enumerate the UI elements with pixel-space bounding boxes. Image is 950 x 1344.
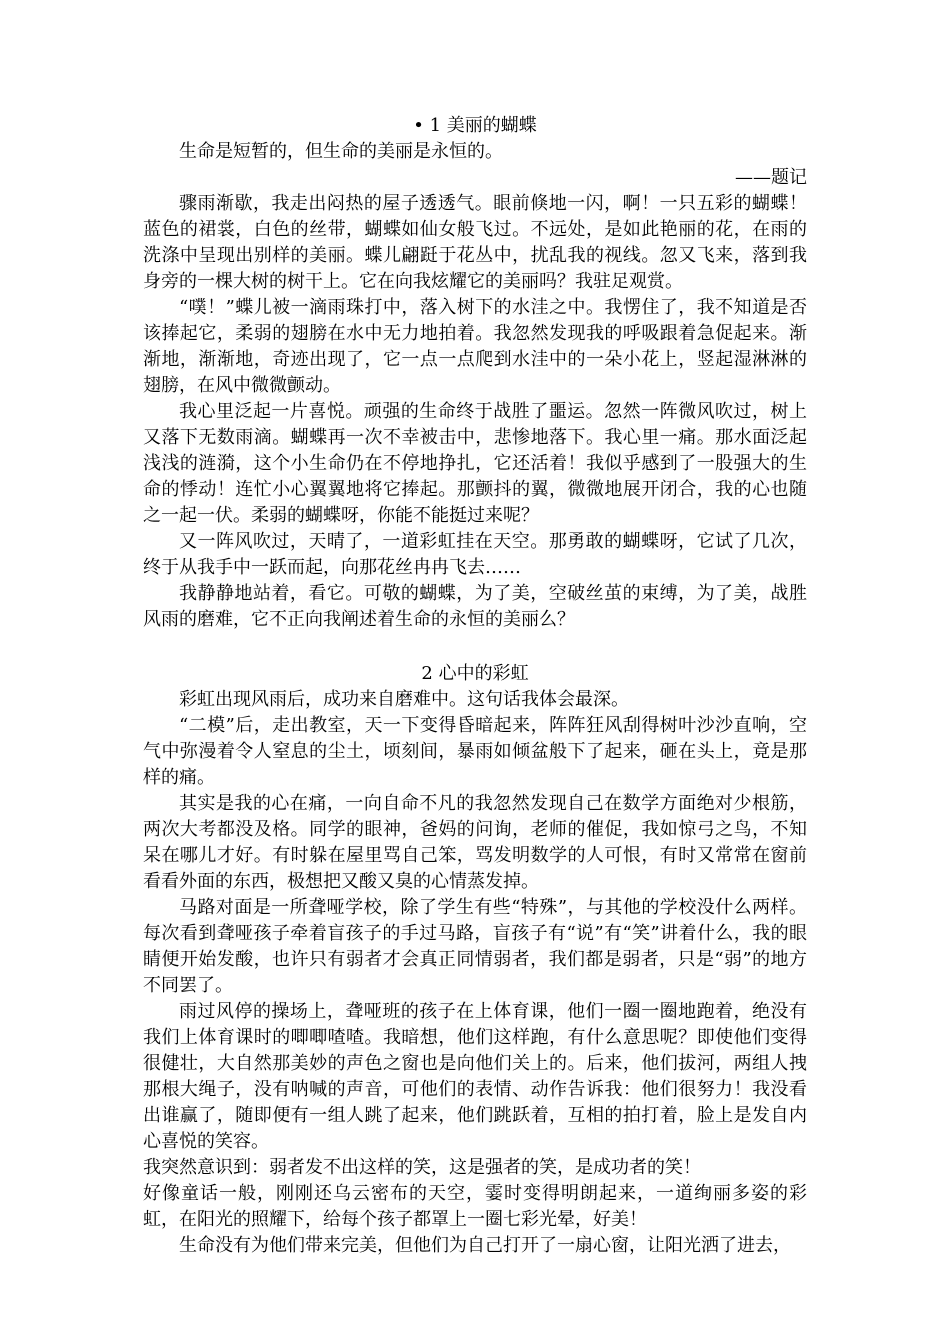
paragraph: 生命没有为他们带来完美，但他们为自己打开了一扇心窗，让阳光洒了进去， [179, 1235, 791, 1256]
paragraph: “噗！”蝶儿被一滴雨珠打中，落入树下的水洼之中。我愣住了，我不知道是否该捧起它，柔弱的翅膀在水中无力地拍着。我忽然发现我的呼吸跟着急促起来。渐渐地，渐渐地，奇迹出现了，它一点一点爬到水洼中的一朵小花上，竖起湿淋淋的翅膀，在风中微微颤动。 [143, 297, 807, 396]
epigraph: 生命是短暂的，但生命的美丽是永恒的。 [179, 141, 503, 162]
paragraph: 我静静地站着，看它。可敬的蝴蝶，为了美，空破丝茧的束缚，为了美，战胜风雨的磨难，它不正向我阐述着生命的永恒的美丽么？ [143, 583, 807, 630]
paragraph: 好像童话一般，刚刚还乌云密布的天空，霎时变得明朗起来，一道绚丽多姿的彩虹，在阳光的照耀下，给每个孩子都罩上一圈七彩光晕，好美！ [143, 1183, 807, 1230]
paragraph: 骤雨渐歇，我走出闷热的屋子透透气。眼前倏地一闪，啊！一只五彩的蝴蝶！蓝色的裙裳，白色的丝带，蝴蝶如仙女般飞过。不远处，是如此艳丽的花，在雨的洗涤中呈现出别样的美丽。蝶儿翩跹于花丛中，扰乱我的视线。忽又飞来，落到我身旁的一棵大树的树干上。它在向我炫耀它的美丽吗？我驻足观赏。 [143, 193, 807, 292]
epigraph-attribution: ——题记 [735, 167, 807, 188]
paragraph: “二模”后，走出教室，天一下变得昏暗起来，阵阵狂风刮得树叶沙沙直响，空气中弥漫着令人窒息的尘土，顷刻间，暴雨如倾盆般下了起来，砸在头上，竟是那样的痛。 [143, 715, 807, 788]
paragraph: 我心里泛起一片喜悦。顽强的生命终于战胜了噩运。忽然一阵微风吹过，树上又落下无数雨滴。蝴蝶再一次不幸被击中，悲惨地落下。我心里一痛。那水面泛起浅浅的涟漪，这个小生命仍在不停地挣扎，它还活着！我似乎感到了一股强大的生命的悸动！连忙小心翼翼地将它捧起。那颤抖的翼，微微地展开闭合，我的心也随之一起一伏。柔弱的蝴蝶呀，你能不能挺过来呢？ [143, 401, 807, 526]
paragraph: 彩虹出现风雨后，成功来自磨难中。这句话我体会最深。 [179, 689, 629, 710]
paragraph: 又一阵风吹过，天晴了，一道彩虹挂在天空。那勇敢的蝴蝶呀，它试了几次，终于从我手中一跃而起，向那花丝冉冉飞去…… [143, 531, 807, 578]
paragraph: 马路对面是一所聋哑学校，除了学生有些“特殊”，与其他的学校没什么两样。每次看到聋哑孩子牵着盲孩子的手过马路，盲孩子有“说”有“笑”讲着什么，我的眼睛便开始发酸，也许只有弱者才会真正同情弱者，我们都是弱者，只是“弱”的地方不同罢了。 [143, 897, 807, 996]
section-spacer [143, 633, 807, 661]
section-1-title: • 1 美丽的蝴蝶 [413, 115, 537, 136]
paragraph: 其实是我的心在痛，一向自命不凡的我忽然发现自己在数学方面绝对少根筋，两次大考都没及格。同学的眼神，爸妈的问询，老师的催促，我如惊弓之鸟，不知呆在哪儿才好。有时躲在屋里骂自己笨，骂发明数学的人可恨，有时又常常在窗前看看外面的东西，极想把又酸又臭的心情蒸发掉。 [143, 793, 807, 892]
paragraph: 雨过风停的操场上，聋哑班的孩子在上体育课，他们一圈一圈地跑着，绝没有我们上体育课时的唧唧喳喳。我暗想，他们这样跑，有什么意思呢？即使他们变得很健壮，大自然那美妙的声色之窗也是向他们关上的。后来，他们拔河，两组人拽那根大绳子，没有呐喊的声音，可他们的表情、动作告诉我：他们很努力！我没看出谁赢了，随即便有一组人跳了起来，他们跳跃着，互相的拍打着，脸上是发自内心喜悦的笑容。 [143, 1001, 807, 1152]
paragraph: 我突然意识到：弱者发不出这样的笑，这是强者的笑，是成功者的笑！ [143, 1157, 701, 1178]
section-2-title: 2 心中的彩虹 [421, 663, 529, 684]
